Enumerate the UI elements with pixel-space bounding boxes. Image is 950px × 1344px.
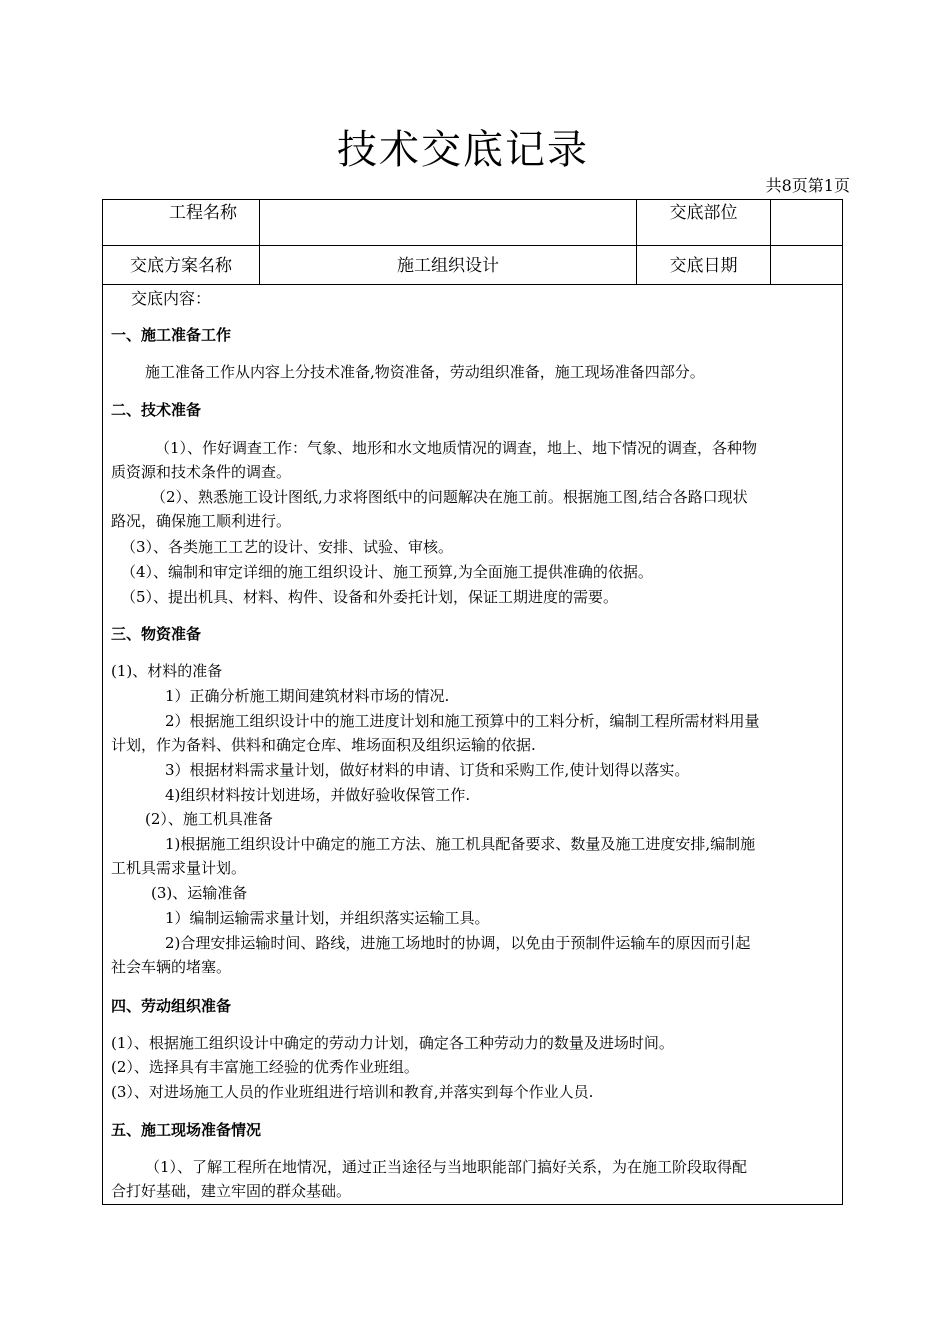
paragraph-line: 质资源和技术条件的调查。 [111,463,292,481]
paragraph-line: 4)组织材料按计划进场，并做好验收保管工作. [165,786,471,804]
page-info: 共8页第1页 [765,176,850,195]
row-divider-1 [103,245,842,246]
paragraph-line: 工机具需求量计划。 [111,859,247,877]
plan-name-value: 施工组织设计 [397,256,499,276]
paragraph-line: (2）、施工机具准备 [145,810,273,828]
paragraph-line: 1)根据施工组织设计中确定的施工方法、施工机具配备要求、数量及施工进度安排,编制施 [165,835,756,853]
paragraph-line: (3)、运输准备 [151,884,248,902]
section-heading: 一、施工准备工作 [111,326,232,344]
paragraph-line: （3）、各类施工工艺的设计、安排、试验、审核。 [121,538,454,556]
paragraph-line: 3）根据材料需求量计划，做好材料的申请、订货和采购工作,使计划得以落实。 [165,761,690,779]
paragraph-line: 1）编制运输需求量计划，并组织落实运输工具。 [165,909,490,927]
paragraph-line: 1）正确分析施工期间建筑材料市场的情况. [165,687,450,705]
row-divider-2 [103,284,842,285]
paragraph-line: （1）、作好调查工作：气象、地形和水文地质情况的调查，地上、地下情况的调查，各种物 [155,439,758,457]
paragraph-line: （5）、提出机具、材料、构件、设备和外委托计划，保证工期进度的需要。 [121,588,619,606]
paragraph-line: 2）根据施工组织设计中的施工进度计划和施工预算中的工料分析，编制工程所需材料用量 [165,712,760,730]
paragraph-line: (2）、选择具有丰富施工经验的优秀作业班组。 [111,1058,419,1076]
paragraph-line: 施工准备工作从内容上分技术准备,物资准备，劳动组织准备，施工现场准备四部分。 [145,363,705,381]
paragraph-line: 2)合理安排运输时间、路线，进施工场地时的协调，以免由于预制件运输车的原因而引起 [165,934,751,952]
paragraph-line: （1）、了解工程所在地情况，通过正当途径与当地职能部门搞好关系，为在施工阶段取得配 [145,1158,748,1176]
plan-name-label: 交底方案名称 [130,256,232,276]
paragraph-line: (3）、对进场施工人员的作业班组进行培训和教育,并落实到每个作业人员. [111,1083,594,1101]
paragraph-line: （2）、熟悉施工设计图纸,力求将图纸中的问题解决在施工前。根据施工图,结合各路口现状 [151,488,748,506]
paragraph-line: 社会车辆的堵塞。 [111,958,232,976]
content-label: 交底内容： [131,289,212,308]
location-label: 交底部位 [669,203,738,223]
document-title: 技术交底记录 [337,127,589,173]
project-name-label: 工程名称 [169,203,237,223]
section-heading: 三、物资准备 [111,625,202,643]
col-divider-3 [770,200,771,284]
paragraph-line: 计划，作为备料、供料和确定仓库、堆场面积及组织运输的依据. [111,736,536,754]
paragraph-line: （4）、编制和审定详细的施工组织设计、施工预算,为全面施工提供准确的依据。 [121,563,653,581]
paragraph-line: 路况，确保施工顺利进行。 [111,512,292,530]
date-label: 交底日期 [669,256,738,276]
paragraph-line: (1)、材料的准备 [111,662,223,680]
record-form [102,199,843,1205]
section-heading: 五、施工现场准备情况 [111,1121,262,1139]
paragraph-line: 合打好基础，建立牢固的群众基础。 [111,1182,352,1200]
section-heading: 二、技术准备 [111,401,202,419]
section-heading: 四、劳动组织准备 [111,997,232,1015]
paragraph-line: (1）、根据施工组织设计中确定的劳动力计划，确定各工种劳动力的数量及进场时间。 [111,1034,674,1052]
